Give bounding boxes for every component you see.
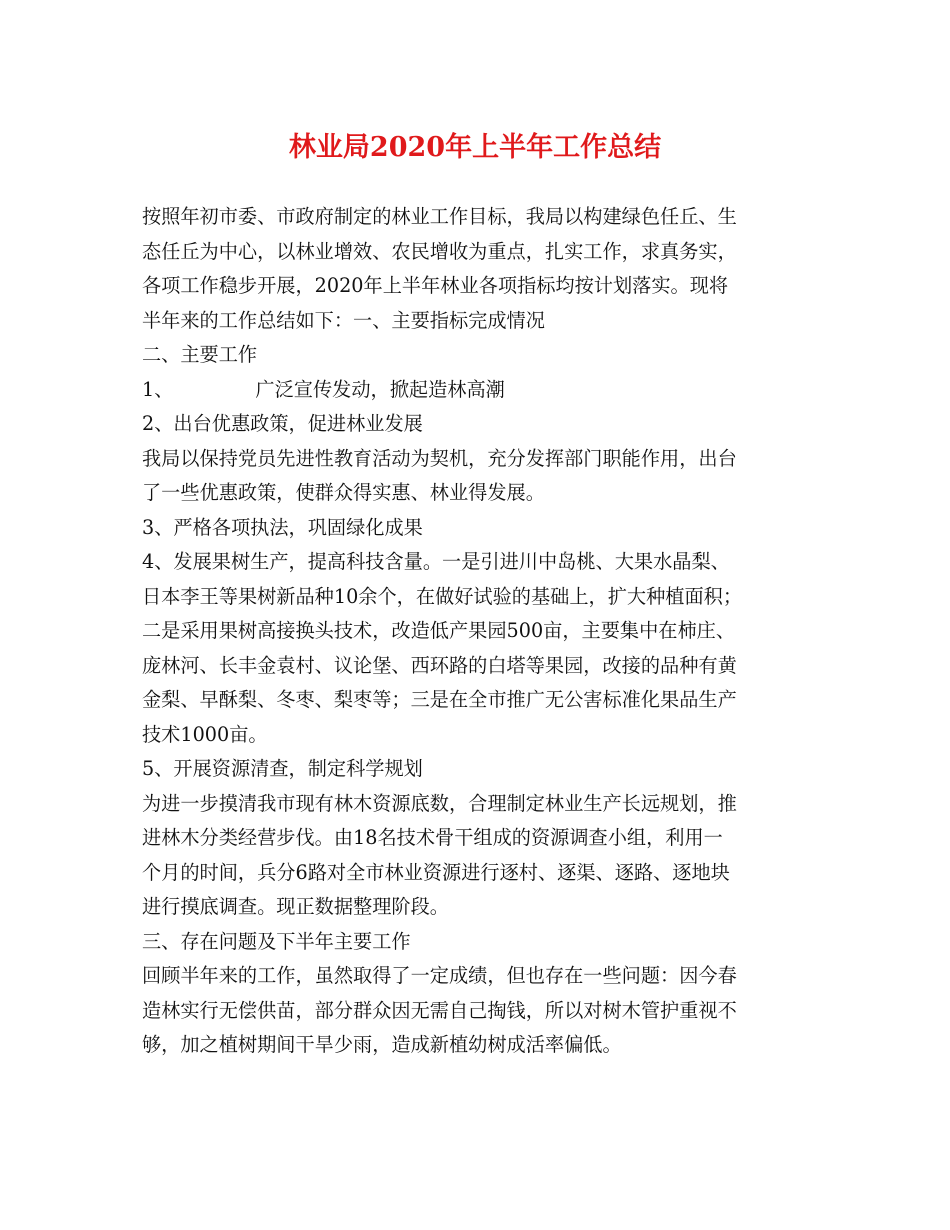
paragraph-line: 半年来的工作总结如下：一、主要指标完成情况 [142, 308, 545, 332]
section-heading: 二、主要工作 [142, 343, 258, 366]
paragraph-line: 回顾半年来的工作，虽然取得了一定成绩，但也存在一些问题：因今春 [142, 964, 737, 987]
item-number: 1、 [142, 377, 174, 401]
paragraph-line: 造林实行无偿供苗，部分群众因无需自己掏钱，所以对树木管护重视不 [142, 998, 737, 1022]
section-heading: 三、存在问题及下半年主要工作 [142, 929, 411, 953]
numbered-item: 3、严格各项执法，巩固绿化成果 [142, 515, 423, 539]
paragraph-line: 日本李王等果树新品种10余个，在做好试验的基础上，扩大种植面积； [142, 584, 743, 608]
paragraph-line: 技术1000亩。 [142, 722, 268, 746]
paragraph-line: 各项工作稳步开展，2020年上半年林业各项指标均按计划落实。现将 [142, 274, 729, 297]
paragraph-line: 个月的时间，兵分6路对全市林业资源进行逐村、逐渠、逐路、逐地块 [142, 860, 730, 884]
paragraph-line: 二是采用果树高接换头技术，改造低产果园500亩，主要集中在柿庄、 [142, 619, 736, 642]
paragraph-line: 金梨、早酥梨、冬枣、梨枣等；三是在全市推广无公害标准化果品生产 [142, 688, 737, 711]
paragraph-line: 进林木分类经营步伐。由18名技术骨干组成的资源调查小组，利用一 [142, 826, 723, 849]
paragraph-line: 了一些优惠政策，使群众得实惠、林业得发展。 [142, 481, 545, 504]
paragraph-line: 为进一步摸清我市现有林木资源底数，合理制定林业生产长远规划，推 [142, 791, 737, 815]
paragraph-line: 我局以保持党员先进性教育活动为契机，充分发挥部门职能作用，出台 [142, 446, 737, 470]
numbered-item: 2、出台优惠政策，促进林业发展 [142, 412, 423, 435]
document-body [142, 200, 812, 1063]
numbered-item: 4、发展果树生产，提高科技含量。一是引进川中岛桃、大果水晶梨、 [142, 550, 730, 573]
numbered-item [142, 373, 812, 408]
numbered-item: 5、开展资源清查，制定科学规划 [142, 757, 423, 780]
paragraph-line: 够，加之植树期间干旱少雨，造成新植幼树成活率偏低。 [142, 1033, 622, 1056]
paragraph-line: 按照年初市委、市政府制定的林业工作目标，我局以构建绿色任丘、生 [142, 205, 737, 228]
paragraph-line: 庞林河、长丰金袁村、议论堡、西环路的白塔等果园，改接的品种有黄 [142, 653, 737, 677]
paragraph-line: 进行摸底调查。现正数据整理阶段。 [142, 895, 449, 918]
paragraph-line: 态任丘为中心，以林业增效、农民增收为重点，扎实工作，求真务实， [142, 239, 737, 263]
document-title: 林业局2020年上半年工作总结 [288, 132, 662, 163]
item-text: 广泛宣传发动，掀起造林高潮 [255, 377, 505, 401]
